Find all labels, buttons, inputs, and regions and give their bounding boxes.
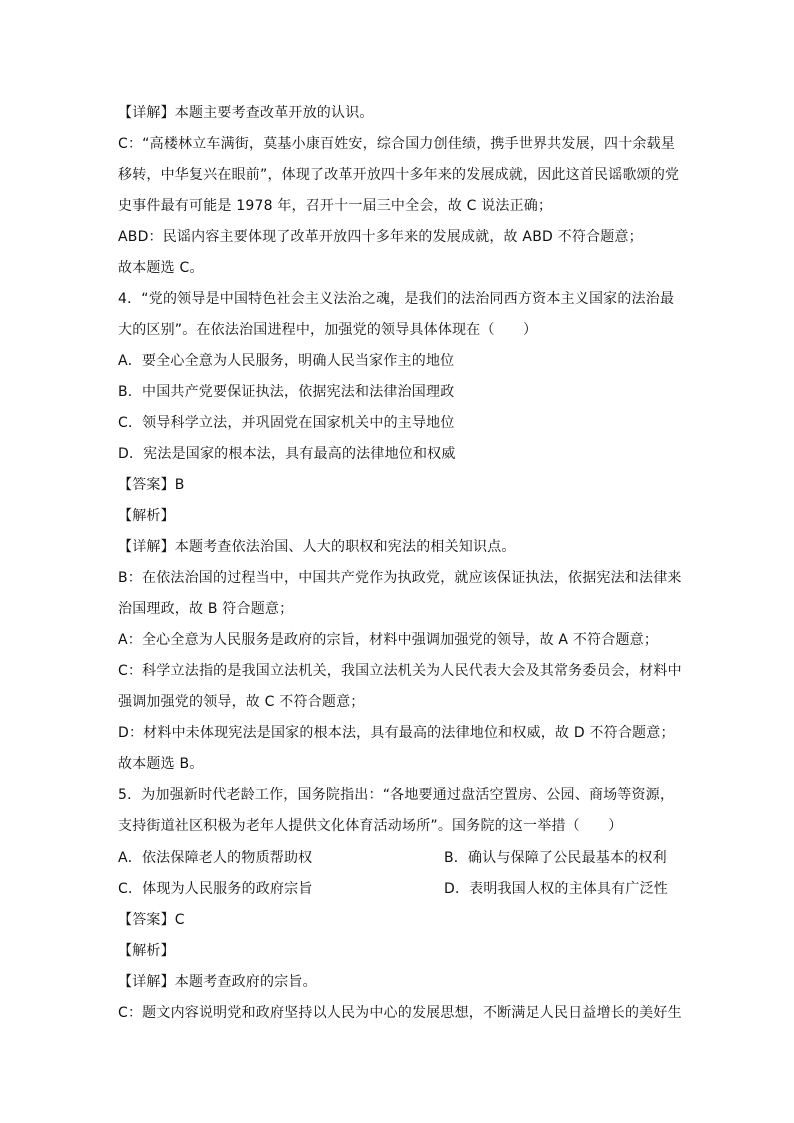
question-4-stem: 大的区别”。在依法治国进程中，加强党的领导具体体现在（ ） — [118, 322, 538, 338]
document-page — [118, 0, 682, 1123]
option-b: B．确认与保障了公民最基本的权利 — [444, 850, 667, 866]
analysis-label: 【解析】 — [118, 508, 175, 524]
text-line: A：全心全意为人民服务是政府的宗旨，材料中强调加强党的领导，故 A 不符合题意； — [118, 632, 659, 648]
option-d: D．表明我国人权的主体具有广泛性 — [444, 881, 668, 897]
text-line: C：题文内容说明党和政府坚持以人民为中心的发展思想，不断满足人民日益增长的美好生 — [118, 1005, 682, 1021]
option-c: C．领导科学立法，并巩固党在国家机关中的主导地位 — [118, 415, 455, 431]
text-line: 故本题选 B。 — [118, 756, 204, 772]
option-a: A．要全心全意为人民服务，明确人民当家作主的地位 — [118, 353, 455, 369]
text-line: 【详解】本题考查政府的宗旨。 — [118, 974, 317, 990]
question-5-stem: 5．为加强新时代老龄工作，国务院指出：“各地要通过盘活空置房、公园、商场等资源， — [118, 787, 675, 803]
text-line: 移转，中华复兴在眼前”，体现了改革开放四十多年来的发展成就，因此这首民谣歌颂的党 — [118, 167, 680, 183]
analysis-label: 【解析】 — [118, 943, 175, 959]
option-c: C．体现为人民服务的政府宗旨 — [118, 881, 313, 897]
answer-label: 【答案】B — [118, 477, 185, 493]
text-line: C：“高楼林立车满街，莫基小康百姓安，综合国力创佳绩，携手世界共发展，四十余载星 — [118, 136, 676, 152]
text-line: C：科学立法指的是我国立法机关，我国立法机关为人民代表大会及其常务委员会，材料中 — [118, 663, 682, 679]
text-line: ABD：民谣内容主要体现了改革开放四十多年来的发展成就，故 ABD 不符合题意； — [118, 229, 643, 245]
answer-label: 【答案】C — [118, 912, 185, 928]
text-line: 故本题选 C。 — [118, 260, 204, 276]
text-line: 史事件最有可能是 1978 年，召开十一届三中全会，故 C 说法正确； — [118, 198, 553, 214]
option-d: D．宪法是国家的根本法，具有最高的法律地位和权威 — [118, 446, 456, 462]
text-line: 治国理政，故 B 符合题意； — [118, 601, 294, 617]
text-line: 【详解】本题主要考查改革开放的认识。 — [118, 105, 374, 121]
text-line: B：在依法治国的过程当中，中国共产党作为执政党，就应该保证执法，依据宪法和法律来 — [118, 570, 682, 586]
question-5-stem: 支持街道社区积极为老年人提供文化体育活动场所”。国务院的这一举措（ ） — [118, 818, 623, 834]
option-a: A．依法保障老人的物质帮助权 — [118, 850, 313, 866]
text-line: 强调加强党的领导，故 C 不符合题意； — [118, 694, 365, 710]
text-line: 【详解】本题考查依法治国、人大的职权和宪法的相关知识点。 — [118, 539, 516, 555]
question-4-stem: 4．“党的领导是中国特色社会主义法治之魂，是我们的法治同西方资本主义国家的法治最 — [118, 291, 675, 307]
text-line: D：材料中未体现宪法是国家的根本法，具有最高的法律地位和权威，故 D 不符合题意； — [118, 725, 675, 741]
option-b: B．中国共产党要保证执法，依据宪法和法律治国理政 — [118, 384, 455, 400]
